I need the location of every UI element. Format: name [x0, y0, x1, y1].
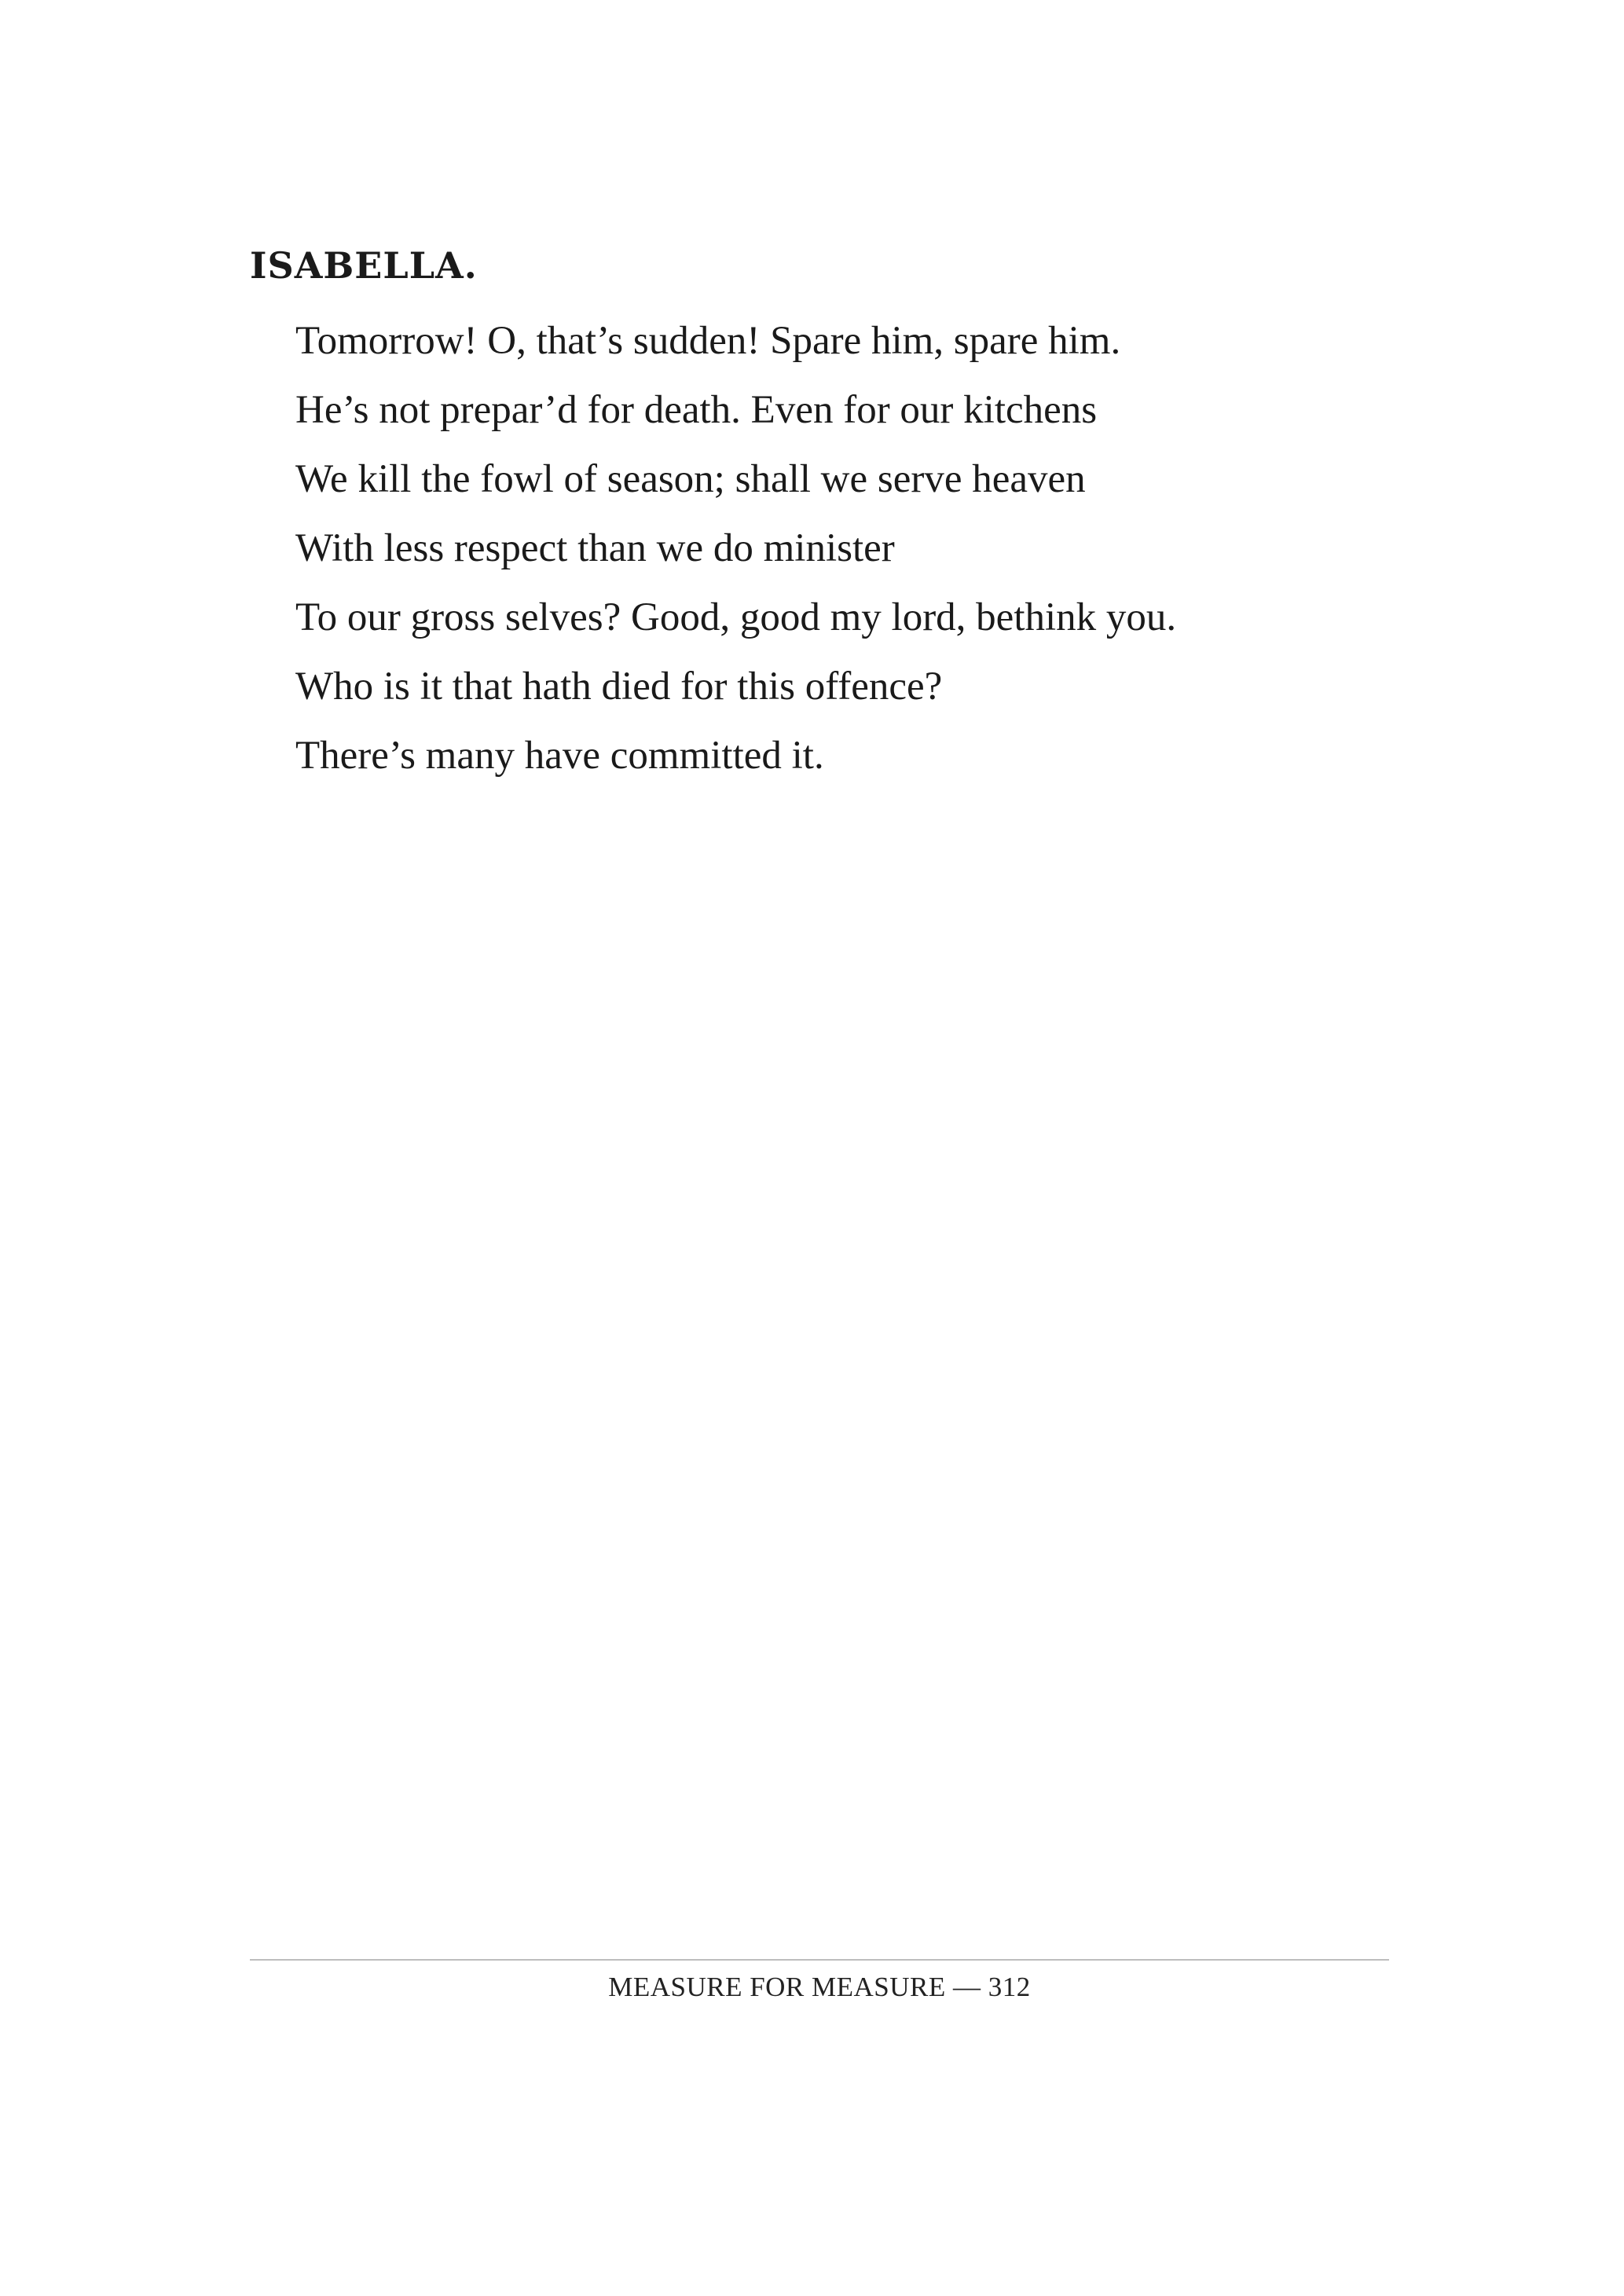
footer-running-title: MEASURE FOR MEASURE — 312	[608, 1972, 1031, 2002]
verse-block	[295, 306, 1176, 790]
verse-line: There’s many have committed it.	[295, 734, 824, 778]
speaker-name: ISABELLA.	[250, 244, 478, 287]
verse-line: We kill the fowl of season; shall we serve heaven	[295, 457, 1086, 501]
footer-divider	[250, 1959, 1389, 1961]
verse-line: With less respect than we do minister	[295, 526, 895, 570]
verse-line: Tomorrow! O, that’s sudden! Spare him, spare him.	[295, 319, 1121, 363]
verse-line: He’s not prepar’d for death. Even for our kitchens	[295, 388, 1098, 432]
verse-line: Who is it that hath died for this offence?	[295, 665, 943, 709]
verse-line: To our gross selves? Good, good my lord, bethink you.	[295, 595, 1177, 639]
